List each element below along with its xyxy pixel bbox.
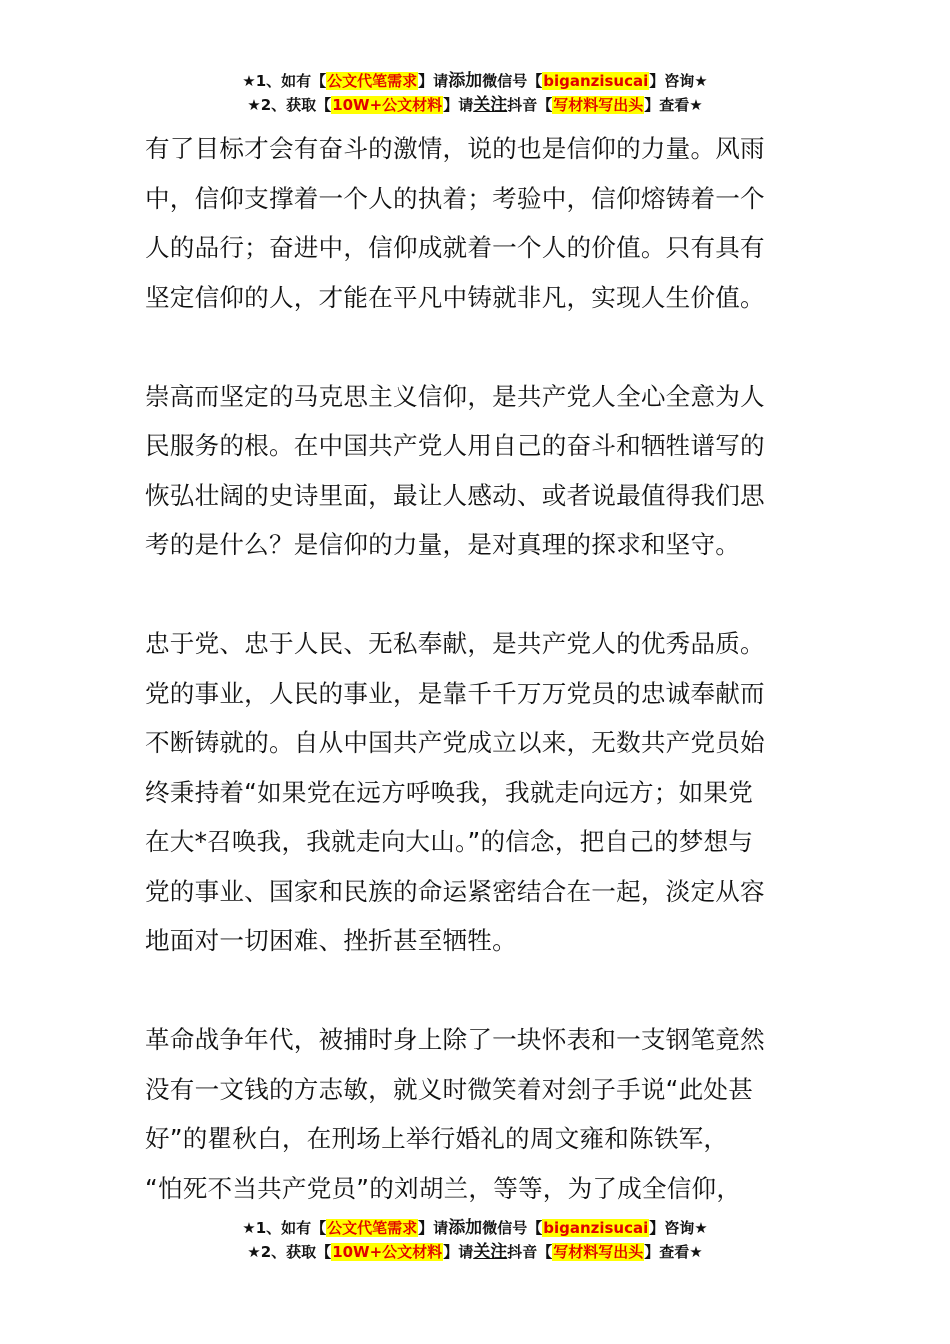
banner-text: 】咨询★: [649, 72, 708, 90]
banner-text: 】查看★: [644, 1243, 703, 1261]
text-line: 革命战争年代，被捕时身上除了一块怀表和一支钢笔竟然: [145, 1025, 765, 1054]
banner-text: 】请: [418, 72, 449, 90]
banner-text: ★2、获取【: [247, 1243, 332, 1261]
banner-highlight: 写材料写出头: [553, 96, 644, 114]
banner-emphasis: 添加: [448, 1218, 483, 1238]
text-line: 人的品行；奋进中，信仰成就着一个人的价值。只有具有: [145, 233, 765, 262]
banner-text: 】请: [443, 1243, 474, 1261]
banner-emphasis: 关注: [473, 95, 508, 115]
paragraph-2: [145, 372, 809, 570]
text-line: 坚定信仰的人，才能在平凡中铸就非凡，实现人生价值。: [145, 282, 765, 312]
banner-text: 】请: [418, 1219, 449, 1237]
text-line: 党的事业，人民的事业，是靠千千万万党员的忠诚奉献而: [145, 678, 765, 708]
banner-text: ★1、如有【: [242, 1219, 327, 1237]
text-line: 考的是什么？是信仰的力量，是对真理的探求和坚守。: [145, 530, 741, 559]
header-banner: [0, 69, 950, 117]
paragraph-1: [145, 124, 809, 322]
banner-text: 】查看★: [644, 96, 703, 114]
banner-emphasis: 关注: [473, 1242, 508, 1262]
text-line: 好”的瞿秋白，在刑场上举行婚礼的周文雍和陈铁军，: [145, 1124, 729, 1153]
text-line: 终秉持着“如果党在远方呼唤我，我就走向远方；如果党: [145, 777, 753, 807]
text-line: 崇高而坚定的马克思主义信仰，是共产党人全心全意为人: [145, 381, 765, 411]
banner-highlight: 公文代笔需求: [327, 72, 418, 90]
banner-line-1: [0, 69, 950, 93]
banner-text: 微信号【: [482, 72, 543, 90]
text-line: 中，信仰支撑着一个人的执着；考验中，信仰熔铸着一个: [145, 183, 765, 213]
text-line: 党的事业、国家和民族的命运紧密结合在一起，淡定从容: [145, 876, 765, 906]
text-line: 恢弘壮阔的史诗里面，最让人感动、或者说最值得我们思: [145, 480, 765, 510]
text-line: 民服务的根。在中国共产党人用自己的奋斗和牺牲谱写的: [145, 431, 765, 460]
banner-highlight: 10W+公文材料: [332, 1243, 443, 1261]
document-body: [145, 124, 809, 1213]
banner-line-2: [0, 93, 950, 117]
banner-text: 抖音【: [507, 96, 553, 114]
text-line: 在大*召唤我，我就走向大山。”的信念，把自己的梦想与: [145, 827, 754, 856]
banner-text: 】咨询★: [649, 1219, 708, 1237]
footer-banner: [0, 1216, 950, 1264]
banner-highlight: 10W+公文材料: [332, 96, 443, 114]
text-line: 忠于党、忠于人民、无私奉献，是共产党人的优秀品质。: [145, 629, 765, 658]
banner-highlight: 写材料写出头: [553, 1243, 644, 1261]
text-line: 地面对一切困难、挫折甚至牺牲。: [145, 926, 517, 955]
banner-text: ★2、获取【: [247, 96, 332, 114]
banner-text: 抖音【: [507, 1243, 553, 1261]
banner-highlight: 公文代笔需求: [327, 1219, 418, 1237]
banner-text: 】请: [443, 96, 474, 114]
banner-line-1: [0, 1216, 950, 1240]
banner-emphasis: 添加: [448, 71, 483, 91]
text-line: “怕死不当共产党员”的刘胡兰，等等，为了成全信仰，: [145, 1173, 742, 1203]
paragraph-4: [145, 1015, 809, 1213]
banner-text: 微信号【: [482, 1219, 543, 1237]
text-line: 没有一文钱的方志敏，就义时微笑着对刽子手说“此处甚: [145, 1074, 753, 1104]
text-line: 不断铸就的。自从中国共产党成立以来，无数共产党员始: [145, 728, 765, 757]
banner-text: ★1、如有【: [242, 72, 327, 90]
banner-highlight: biganzisucai: [543, 1219, 649, 1237]
banner-line-2: [0, 1240, 950, 1264]
text-line: 有了目标才会有奋斗的激情，说的也是信仰的力量。风雨: [145, 134, 765, 163]
paragraph-3: [145, 619, 809, 966]
banner-highlight: biganzisucai: [543, 72, 649, 90]
